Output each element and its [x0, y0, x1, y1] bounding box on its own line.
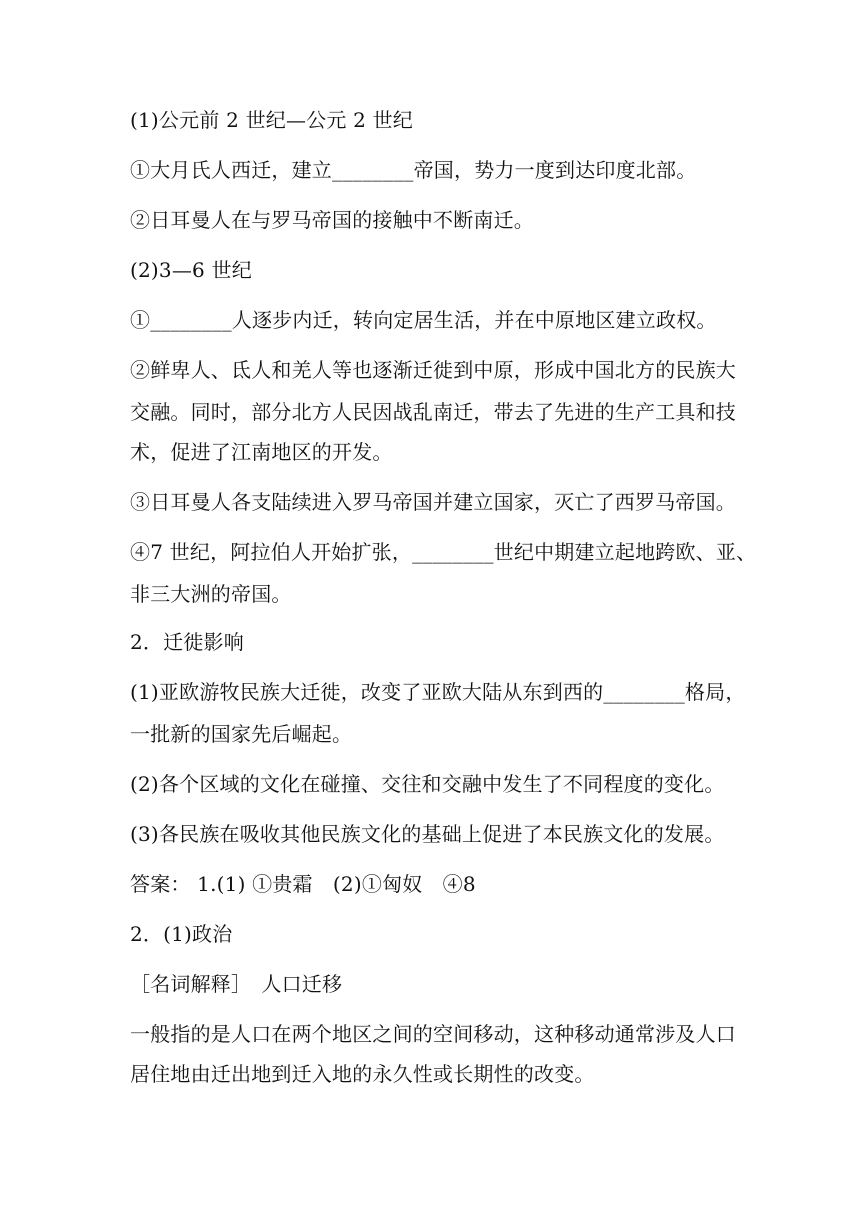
text-line-three-continents: 非三大洲的帝国。	[130, 582, 292, 606]
text-line-impact-3: (3)各民族在吸收其他民族文化的基础上促进了本民族文化的发展。	[130, 822, 725, 846]
text-line-jiangnan: 术，促进了江南地区的开发。	[130, 440, 393, 464]
text-line-arab-expansion: ④7 世纪，阿拉伯人开始扩张，________世纪中期建立起地跨欧、亚、	[130, 540, 757, 564]
text-line-southward-migration: 交融。同时，部分北方人民因战乱南迁，带去了先进的生产工具和技	[130, 400, 736, 424]
text-line-yuezhi: ①大月氏人西迁，建立________帝国，势力一度到达印度北部。	[130, 158, 697, 182]
section-heading-2nd-century: (1)公元前 2 世纪—公元 2 世纪	[130, 108, 414, 132]
text-line-western-rome: ③日耳曼人各支陆续进入罗马帝国并建立国家，灭亡了西罗马帝国。	[130, 490, 736, 514]
answer-line-2: 2．(1)政治	[130, 922, 233, 946]
text-line-germanic-south: ②日耳曼人在与罗马帝国的接触中不断南迁。	[130, 208, 534, 232]
text-line-xianbei: ②鲜卑人、氐人和羌人等也逐渐迁徙到中原，形成中国北方的民族大	[130, 358, 736, 382]
answer-line: 答案： 1.(1) ①贵霜 (2)①匈奴 ④8	[130, 872, 476, 896]
text-line-new-states: 一批新的国家先后崛起。	[130, 722, 353, 746]
term-definition-line-1: 一般指的是人口在两个地区之间的空间移动，这种移动通常涉及人口	[130, 1022, 736, 1046]
term-heading: ［名词解释］ 人口迁移	[130, 972, 343, 996]
text-line-impact-2: (2)各个区域的文化在碰撞、交往和交融中发生了不同程度的变化。	[130, 772, 725, 796]
section-heading-impact: 2．迁徙影响	[130, 630, 244, 654]
section-heading-3-6-century: (2)3—6 世纪	[130, 258, 252, 282]
term-definition-line-2: 居住地由迁出地到迁入地的永久性或长期性的改变。	[130, 1062, 595, 1086]
text-line-xiongnu-blank: ①________人逐步内迁，转向定居生活，并在中原地区建立政权。	[130, 308, 717, 332]
text-line-impact-1: (1)亚欧游牧民族大迁徙，改变了亚欧大陆从东到西的________格局，	[130, 680, 746, 704]
